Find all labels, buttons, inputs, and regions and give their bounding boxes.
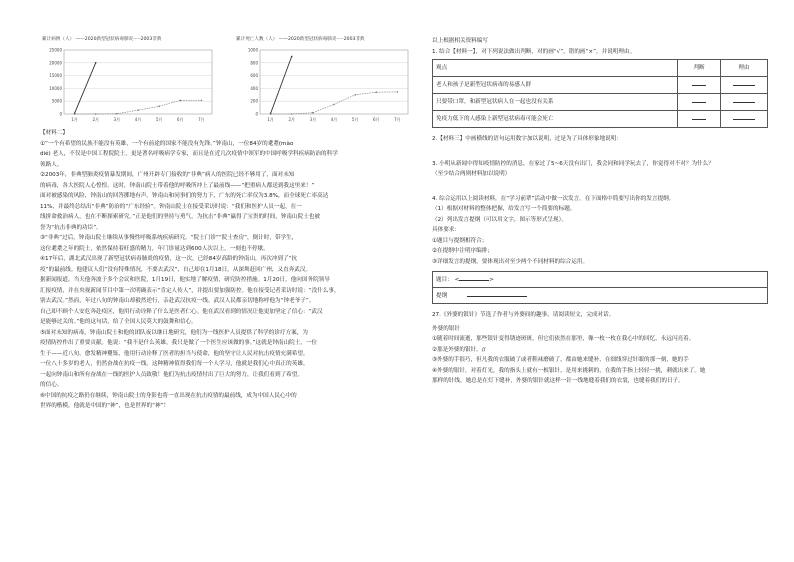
story-line: ③外婆的手很巧，但凡我的衣服破了或者鞋袜磨破了，都由她来缝补，在细线穿过针眼的那一刻，她的手 [432,357,689,363]
data-point [137,109,139,111]
viewpoint-cell: 免疫力低下的人感染上新型冠状病毒可能会死亡 [433,111,678,128]
reason-blank[interactable] [721,111,768,128]
viewpoint-cell: 只要带口罩，和新型冠状病人在一起也没有关系 [433,94,678,111]
paragraph-line: ⑥中国的抗疫之路仍在继续，钟南山院士的身影也将一直出现在抗击疫情的最前线，成为中国人民心中的 [40,392,297,399]
data-point [179,100,181,102]
question-4: 4. 综合运用以上阅读材料，在“学习前辈”活动中做一次发言，在下面格中简要写出你的发言提纲。 [432,195,675,202]
y-tick-label: 5000 [51,98,62,104]
left-column [40,128,396,412]
paragraph-line: 自己却不顾个人安危奔赴疫区，他用行动诠释了什么是医者仁心。他在武汉看到的情况让他更加坚定了信心：“武汉 [40,308,323,315]
data-point [333,104,335,106]
y-tick-label: 25000 [49,47,62,53]
x-tick-label: 2月 [288,117,295,122]
paragraph-line: 疫”的最前线。他建议人们“没有特殊情况，不要去武汉”，自己却在1月18日，从深圳赶回广州，又直奔武汉。 [40,266,312,273]
series-line-sars [75,100,202,114]
x-tick-label: 7月 [394,117,401,122]
data-point [270,113,272,115]
x-tick-label: 4月 [330,117,338,122]
y-tick-label: 200 [250,98,258,104]
story-text [432,334,768,387]
story-line: 那样的针线，她总是在灯下缝补，外婆的银针就这样一针一线地缝着我们的衣裳，也缝着我们的日子。 [432,378,684,384]
paragraph-line: ①“一个有希望的民族不能没有英雄，一个有前途的国家不能没有先锋。”钟南山，一位84岁的耄耋(mào [40,140,294,147]
source-note: 以上根据相关资料编写 [432,38,488,44]
judgment-table [432,59,768,128]
y-tick-label: 0 [255,111,258,117]
story-title: 外婆的银针 [432,325,460,332]
topic-field[interactable]: 题目： < > [433,272,768,288]
paragraph-line: 生于——近八旬，愈发精神矍铄，他用行动诠释了医者的担当与使命，他的坚守让人民对抗击疫情充满希望。 [40,350,309,357]
x-tick-label: 1月 [71,117,78,122]
x-tick-label: 4月 [134,117,142,122]
y-tick-label: 20000 [49,60,62,66]
question-3-note: （至少结合两则材料加以说明） [432,171,511,177]
paragraph-line: dié) 老人，不仅是中国工程院院士，更是著名呼吸病学专家，而且是在近几次疫情中领军的中国呼吸学科疾病防治的科学 [40,151,338,157]
chart-1-title: 累计病例（人） ——2020新型冠状病毒肺炎·····2003非典 [42,37,162,42]
header-judgment: 判断 [678,60,721,77]
data-point [312,112,314,114]
judgment-blank[interactable] [678,111,721,128]
y-tick-label: 600 [250,73,258,79]
series-line-covid [75,63,96,113]
material-two-text [40,139,396,412]
outline-label: 提纲 [436,292,448,299]
y-tick-label: 10000 [49,85,62,91]
paragraph-line: 的病毒，各大医院人心惶惶。这时，钟南山院士带着他的呼吸所冲上了最前线——“把重病人都送到我这里来！” [40,182,315,189]
paragraph-line: ③“非典”过后，钟南山院士继续从事慢性呼吸系统疾病研究。“院士门诊”“院士查房”，倒计时，带学生， [40,235,298,241]
data-point [291,56,293,58]
data-point [116,113,118,115]
question-4-part-1: （1）根据对材料的整体把握，给发言写一个简要的标题。 [432,206,576,212]
requirements-title: 具体要求： [432,227,460,233]
header-viewpoint: 观点 [433,60,678,77]
series-line-sars [271,92,398,114]
data-point [201,100,203,102]
chart-cases [40,42,215,126]
data-point [291,113,293,115]
paragraph-line: ②2003年，非典型肺炎疫情暴发期间，广州开辟专门接收的“非典”病人的医院已经不够用了，面对未知 [40,172,295,178]
outline-box [432,271,768,304]
paragraph-line: 别去武汉。”然而，年过八旬的钟南山却毅然逆行，亲赴武汉抗疫一线。武汉人民都亲切地称呼他为“钟老爷子”。 [40,298,315,304]
data-point [95,113,97,115]
paragraph-line: ④17年后，湖北武汉出现了新型冠状病毒肺炎的疫情，这一次，已经84岁高龄的钟南山，再次冲到了“抗 [40,256,298,262]
reason-blank[interactable] [721,77,768,94]
chart-deaths [236,42,411,126]
x-tick-label: 5月 [155,117,163,122]
y-tick-label: 400 [250,85,258,91]
story-line: ①随着时间流逝，那些银针变得锈迹斑斑，但它们依然在那里，像一枚一枚在我心中的回忆，永远闪亮着。 [432,336,695,342]
x-tick-label: 5月 [351,117,359,122]
reason-blank[interactable] [721,94,768,111]
paragraph-line: 这位耄耋之年的院士，依然保持着旺盛的精力，年门诊量达到600人次以上，一刻也不停歇。 [40,245,269,252]
y-tick-label: 1000 [247,47,258,53]
paragraph-line: 领路人。 [40,161,63,168]
data-point [158,106,160,108]
question-2: 2.【材料三】中画横线的语句运用数字加以说明，过是为了具体形象地说明： [432,136,622,142]
question-4-part-2: （2）列出发言提纲（可以用文字，图示等形式呈现）。 [432,216,568,223]
x-tick-label: 1月 [267,117,274,122]
paragraph-line: 一位八十多岁的老人，仍然奋战在抗疫一线，这种精神值得我们每一个人学习，他就是我们心中真正的英雄。 [40,361,309,367]
header-reason: 理由 [721,60,768,77]
charts-area [40,36,400,126]
paragraph-line: 世界的楷模，他就是中国的“神”，也是世界的“神”！ [40,403,170,409]
paragraph-line: 线拼命救治病人，也在不断探索研究。”正是他们的坚持与勇气，为抗击“非典”赢得了宝贵的时间，钟南山院士也被 [40,214,320,220]
data-point [354,94,356,96]
x-tick-label: 6月 [177,117,184,122]
paragraph-line: 疫情防控作出了重要贡献。他说：“我不是什么英雄，我只是做了一个医生应该做的事。”这就是钟南山院士，一位 [40,340,318,346]
x-tick-label: 3月 [309,117,317,122]
data-point [95,62,97,64]
data-point [397,91,399,93]
story-line: ④外婆的银针，对着灯光，我的指头上就有一根银针，是用来挑刺的，在我的手指上轻轻一挑，刺就出来了。她 [432,367,706,374]
x-tick-label: 2月 [92,117,99,122]
x-tick-label: 3月 [113,117,121,122]
requirement-2: ②在提纲中注明序编排； [432,248,493,254]
paragraph-line: 面对被感染的风险，钟南山的回答掷地有声。钟南山和同事们的努力下，广东的死亡率仅为3.8%，而全球死亡率高达 [40,193,329,199]
table-row [433,77,768,94]
requirement-3: ③详细发言的提纲，要体现出对至少两个不同材料的综合运用。 [432,258,589,265]
paragraph-line: 据新闻报道，当天他奔波于多个会议和医院，1月19日，他实地了解疫情，研究防控措施。1月20日，他向国务院领导 [40,277,330,283]
judgment-blank[interactable] [678,77,721,94]
question-3: 3. 小明从新闻中得知疫情防控的消息，在家过了5~6天没有出门，我会同和同学玩去了，你觉得对不对？为什么？ [432,160,714,167]
paragraph-line: 的信心。 [40,382,63,388]
paragraph-line: 誉为“抗击非典的功臣”。 [40,224,102,231]
outline-field[interactable] [433,288,768,304]
data-point [74,113,76,115]
paragraph-line: 汇报疫情，并在央视新闻节目中第一次明确表示“肯定人传人”，并提出要加强防控。他在接受记者采访时说：“没什么事， [40,287,340,294]
question-27: 27.《外婆的银针》节选了作者与外婆间的趣事。请阅读短文，完成对话。 [432,312,615,318]
paragraph-line: 一起向钟南山和所有奋战在一线的医护人员致敬！他们为抗击疫情付出了巨大的努力，让我们看到了希望。 [40,371,303,378]
table-row [433,94,768,111]
plot-frame [64,50,212,114]
judgment-blank[interactable] [678,94,721,111]
y-tick-label: 15000 [49,73,62,79]
data-point [375,91,377,93]
chart-2-title: 累计死亡人数（人） ——2020新型冠状病毒肺炎·····2003非典 [236,37,365,42]
y-tick-label: 0 [59,111,62,117]
story-line: ②那是外婆的银针。// [432,346,486,353]
table-row [433,111,768,128]
question-1: 1. 结合【材料一】，对下列说法做出判断，对的画“√”，错的画“×”，并说明理由。 [432,48,636,55]
topic-label: 题目： [436,276,453,283]
material-two-title: 【材料二】 [40,130,68,136]
paragraph-line: 11%，并最终总结出“非典”防治的“广东经验”。钟南山院士在接受采访时说：“我们和医护人员一起，在一 [40,203,302,210]
requirement-1: ①题目与提纲相符合； [432,237,488,244]
x-tick-label: 7月 [198,117,205,122]
viewpoint-cell: 老人和孩子是新型冠状病毒的易感人群 [433,77,678,94]
x-tick-label: 6月 [373,117,380,122]
right-column [432,36,768,387]
series-line-covid [271,56,292,113]
paragraph-line: ⑤面对未知的病毒，钟南山院士和他的团队夜以继日地研究，他们为一线医护人员提供了科学的诊疗方案，为 [40,329,308,336]
paragraph-line: 是能够过关的。”他的这句话，给了全国人民莫大的鼓舞和信心。 [40,319,197,325]
y-tick-label: 800 [250,60,258,66]
